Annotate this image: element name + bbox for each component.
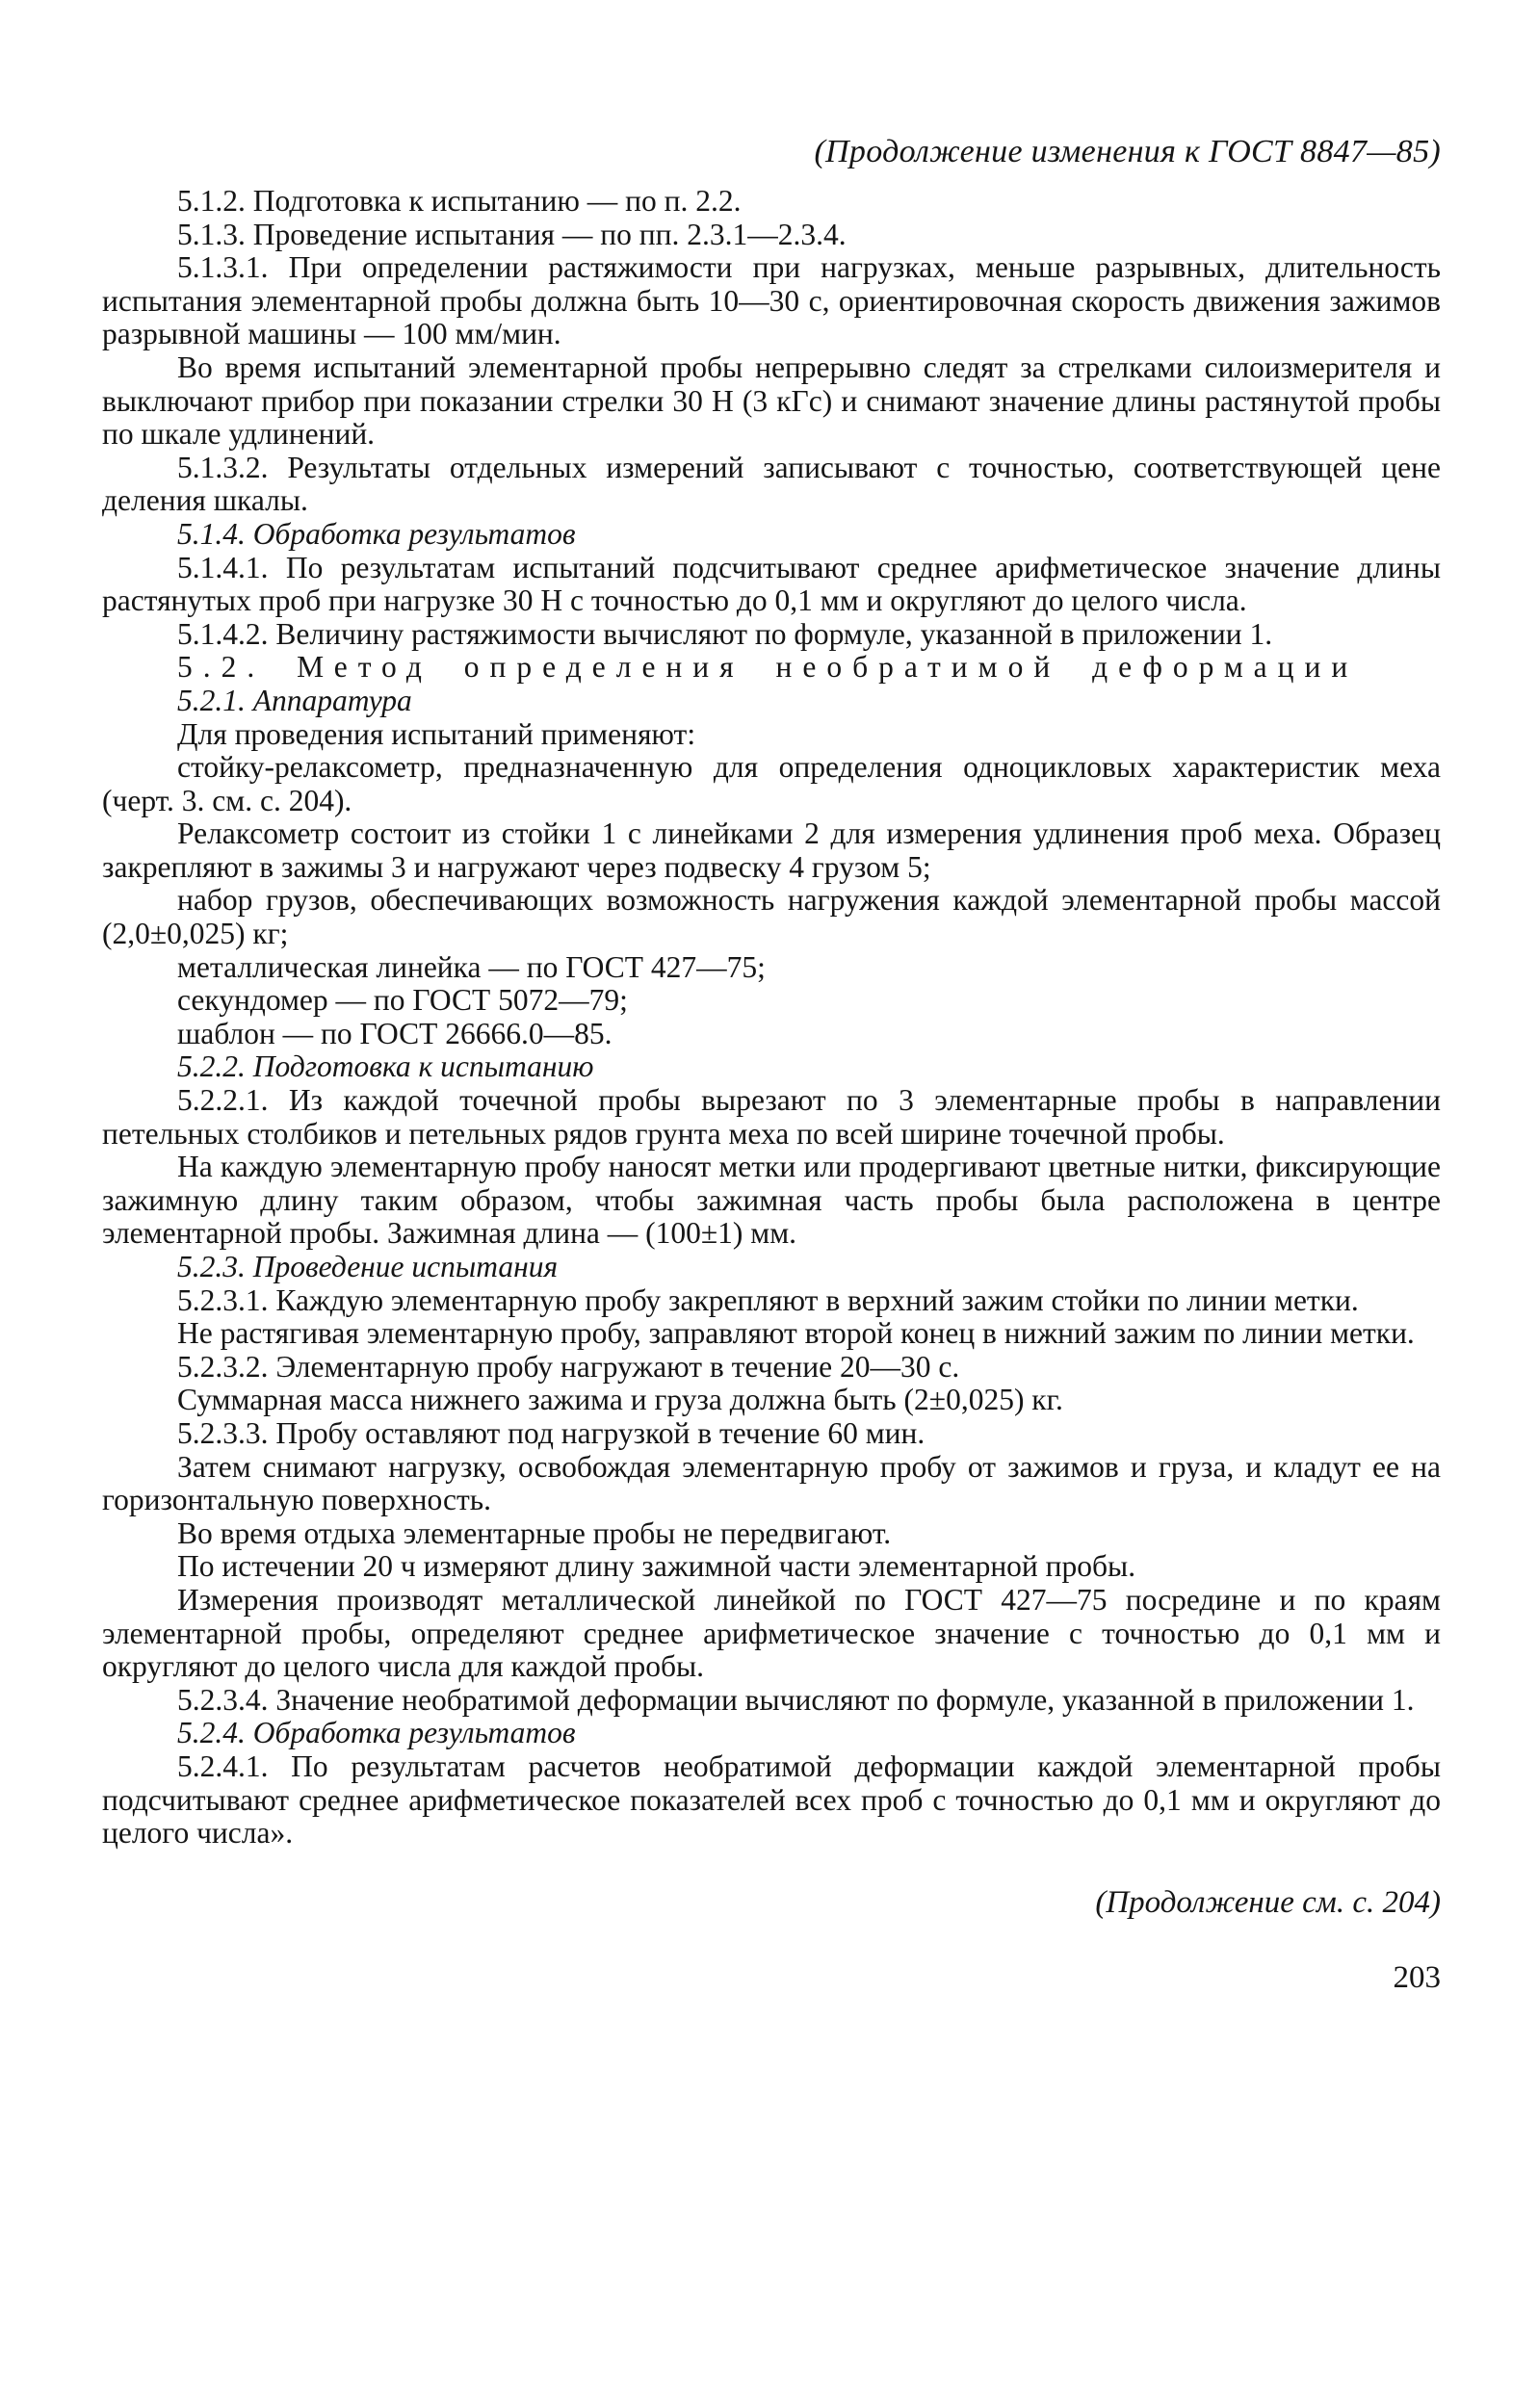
paragraph-total-mass: Суммарная масса нижнего зажима и груза должна быть (2±0,025) кг.	[177, 1383, 1063, 1417]
clause-5-1-4-2: 5.1.4.2. Величину растяжимости вычисляют по формуле, указанной в приложении 1.	[177, 616, 1273, 651]
paragraph-marking: На каждую элементарную пробу наносят метки или продергивают цветные нитки, фиксирующие зажимную длину таким образом, чтобы зажимная часть пробы была расположена в центре элементарной пробы. Зажимная длина — (100±1) мм.	[102, 1150, 1441, 1251]
paragraph-rest: Во время отдыха элементарные пробы не передвигают.	[177, 1515, 892, 1550]
paragraph-after-20h: По истечении 20 ч измеряют длину зажимной части элементарной пробы.	[177, 1549, 1136, 1584]
clause-5-2-3-2: 5.2.3.2. Элементарную пробу нагружают в течение 20—30 с.	[177, 1349, 960, 1384]
section-heading-5-2: 5.2. Метод определения необратимой деформации	[177, 650, 1359, 685]
subheading-5-2-4: 5.2.4. Обработка результатов	[177, 1716, 576, 1750]
apparatus-item-relaxometer: стойку-релаксометр, предназначенную для определения одноцикловых характеристик меха (черт. 3. см. с. 204).	[102, 750, 1441, 817]
clause-5-2-3-1: 5.2.3.1. Каждую элементарную пробу закрепляют в верхний зажим стойки по линии метки.	[177, 1282, 1359, 1317]
paragraph-remove-load: Затем снимают нагрузку, освобождая элементарную пробу от зажимов и груза, и кладут ее на горизонтальную поверхность.	[102, 1449, 1441, 1517]
paragraph-during-test: Во время испытаний элементарной пробы непрерывно следят за стрелками силоизмерителя и выключают прибор при показании стрелки 30 Н (3 кГс) и снимают значение длины растянутой пробы по шкале удлинений.	[102, 350, 1441, 452]
apparatus-item-stopwatch: секундомер — по ГОСТ 5072—79;	[177, 983, 628, 1018]
paragraph-relaxometer-description: Релаксометр состоит из стойки 1 с линейками 2 для измерения удлинения проб меха. Образец закрепляют в зажимы 3 и нагружают через подвеску 4 грузом 5;	[102, 816, 1441, 884]
paragraph-measurements: Измерения производят металлической линейкой по ГОСТ 427—75 посредине и по краям элементарной пробы, определяют среднее арифметическое значение с точностью до 0,1 мм и округляют до целого числа для каждой пробы.	[102, 1582, 1441, 1684]
clause-5-1-2: 5.1.2. Подготовка к испытанию — по п. 2.2.	[177, 184, 742, 218]
clause-5-2-4-1: 5.2.4.1. По результатам расчетов необратимой деформации каждой элементарной пробы подсчитывают среднее арифметическое показателей всех проб с точностью до 0,1 мм и округляют до целого числа».	[102, 1748, 1441, 1851]
paragraph-lower-clamp: Не растягивая элементарную пробу, заправляют второй конец в нижний зажим по линии метки.	[177, 1316, 1415, 1351]
continuation-footer: (Продолжение см. с. 204)	[1095, 1884, 1441, 1920]
document-page	[102, 133, 1441, 1997]
paragraph-apparatus-intro: Для проведения испытаний применяют:	[177, 716, 696, 751]
clause-5-1-3-1: 5.1.3.1. При определении растяжимости при нагрузках, меньше разрывных, длительность испытания элементарной пробы должна быть 10—30 с, ориентировочная скорость движения зажимов разрывной машины — 100 мм/мин.	[102, 250, 1441, 351]
apparatus-item-weights: набор грузов, обеспечивающих возможность нагружения каждой элементарной пробы массой (2,0±0,025) кг;	[102, 883, 1441, 951]
subheading-5-2-1: 5.2.1. Аппаратура	[177, 683, 412, 717]
continuation-header: (Продолжение изменения к ГОСТ 8847—85)	[814, 134, 1441, 169]
subheading-5-2-2: 5.2.2. Подготовка к испытанию	[177, 1049, 594, 1084]
subheading-5-2-3: 5.2.3. Проведение испытания	[177, 1250, 559, 1283]
clause-5-2-2-1: 5.2.2.1. Из каждой точечной пробы вырезают по 3 элементарные пробы в направлении петельных столбиков и петельных рядов грунта меха по всей ширине точечной пробы.	[102, 1083, 1441, 1151]
subheading-5-1-4: 5.1.4. Обработка результатов	[177, 516, 576, 551]
clause-5-2-3-3: 5.2.3.3. Пробу оставляют под нагрузкой в течение 60 мин.	[177, 1415, 925, 1450]
clause-5-2-3-4: 5.2.3.4. Значение необратимой деформации вычисляют по формуле, указанной в приложении 1.	[177, 1682, 1415, 1717]
clause-5-1-3-2: 5.1.3.2. Результаты отдельных измерений записывают с точностью, соответствующей цене деления шкалы.	[102, 450, 1441, 518]
apparatus-item-template: шаблон — по ГОСТ 26666.0—85.	[177, 1016, 613, 1050]
clause-5-1-4-1: 5.1.4.1. По результатам испытаний подсчитывают среднее арифметическое значение длины растянутых проб при нагрузке 30 Н с точностью до 0,1 мм и округляют до целого числа.	[102, 550, 1441, 618]
clause-5-1-3: 5.1.3. Проведение испытания — по пп. 2.3.1—2.3.4.	[177, 217, 847, 251]
apparatus-item-ruler: металлическая линейка — по ГОСТ 427—75;	[177, 949, 766, 984]
page-number: 203	[1393, 1959, 1441, 1995]
